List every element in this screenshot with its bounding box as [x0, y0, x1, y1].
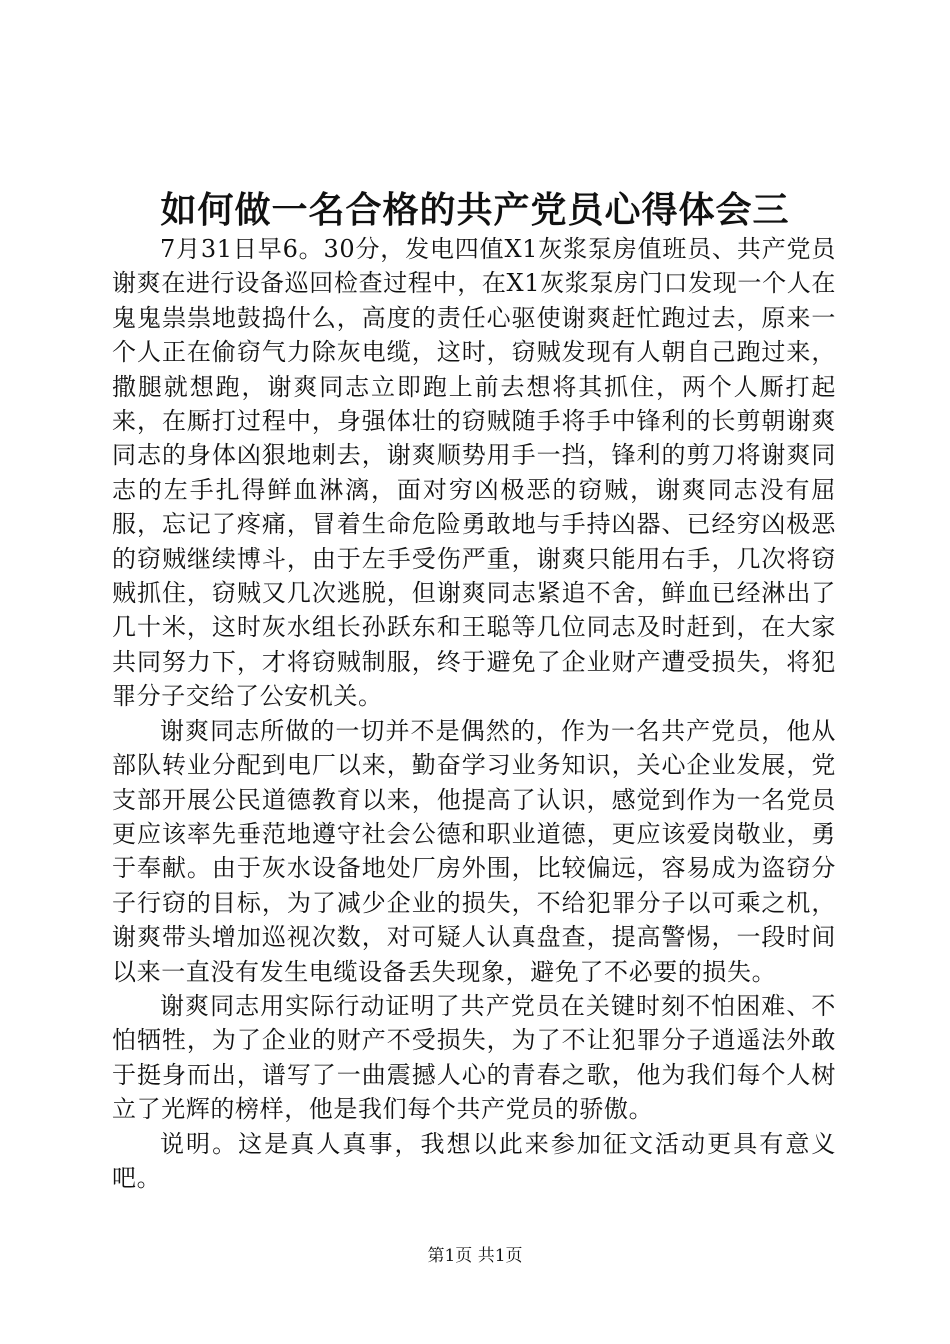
paragraph-3: 谢爽同志用实际行动证明了共产党员在关键时刻不怕困难、不怕牺牲，为了企业的财产不受损失，为了不让犯罪分子逍遥法外敢于挺身而出，谱写了一曲震撼人心的青春之歌，他为我们每个人树立了光辉的榜样，他是我们每个共产党员的骄傲。: [112, 991, 836, 1124]
document-title: 如何做一名合格的共产党员心得体会三: [160, 189, 790, 231]
document-body: [112, 232, 836, 1195]
paragraph-1: 7月31日早6。30分，发电四值X1灰浆泵房值班员、共产党员谢爽在进行设备巡回检查过程中，在X1灰浆泵房门口发现一个人在鬼鬼祟祟地鼓捣什么，高度的责任心驱使谢爽赶忙跑过去，原来一个人正在偷窃气力除灰电缆，这时，窃贼发现有人朝自己跑过来，撒腿就想跑，谢爽同志立即跑上前去想将其抓住，两个人厮打起来，在厮打过程中，身强体壮的窃贼随手将手中锋利的长剪朝谢爽同志的身体凶狠地刺去，谢爽顺势用手一挡，锋利的剪刀将谢爽同志的左手扎得鲜血淋漓，面对穷凶极恶的窃贼，谢爽同志没有屈服，忘记了疼痛，冒着生命危险勇敢地与手持凶器、已经穷凶极恶的窃贼继续博斗，由于左手受伤严重，谢爽只能用右手，几次将窃贼抓住，窃贼又几次逃脱，但谢爽同志紧追不舍，鲜血已经淋出了几十米，这时灰水组长孙跃东和王聪等几位同志及时赶到，在大家共同努力下，才将窃贼制服，终于避免了企业财产遭受损失，将犯罪分子交给了公安机关。: [112, 235, 836, 711]
paragraph-2: 谢爽同志所做的一切并不是偶然的，作为一名共产党员，他从部队转业分配到电厂以来，勤奋学习业务知识，关心企业发展，党支部开展公民道德教育以来，他提高了认识，感觉到作为一名党员更应该率先垂范地遵守社会公德和职业道德，更应该爱岗敬业，勇于奉献。由于灰水设备地处厂房外围，比较偏远，容易成为盗窃分子行窃的目标，为了减少企业的损失，不给犯罪分子以可乘之机，谢爽带头增加巡视次数，对可疑人认真盘查，提高警惕，一段时间以来一直没有发生电缆设备丢失现象，避免了不必要的损失。: [112, 716, 836, 986]
page-footer: 第1页 共1页: [427, 1246, 523, 1266]
paragraph-4: 说明。这是真人真事，我想以此来参加征文活动更具有意义吧。: [112, 1129, 836, 1192]
